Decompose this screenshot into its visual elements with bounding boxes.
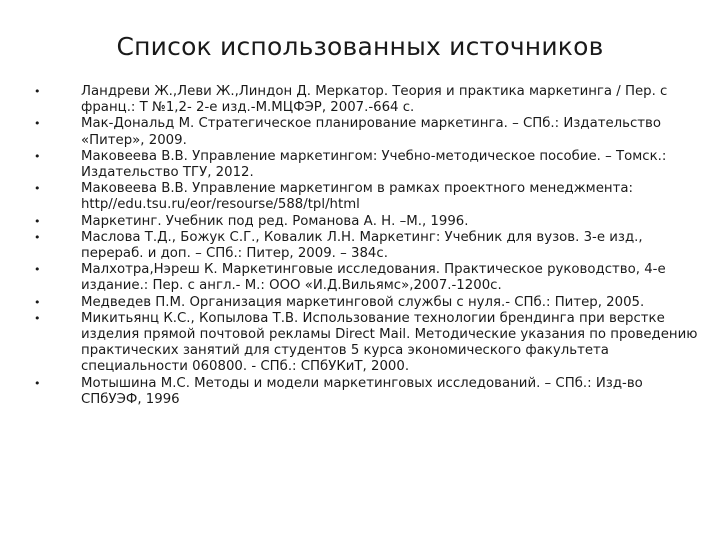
bullet-icon: • bbox=[34, 263, 41, 277]
reference-item bbox=[0, 181, 720, 213]
reference-list bbox=[0, 84, 720, 408]
bullet-icon: • bbox=[34, 117, 41, 131]
reference-item bbox=[0, 376, 720, 408]
slide-title: Список использованных источников bbox=[116, 32, 604, 61]
bullet-icon: • bbox=[34, 214, 41, 228]
reference-text: Маковеева В.В. Управление маркетингом в рамках проектного менеджмента: http//edu.tsu.ru/eor/resourse/588/tpl/html bbox=[81, 181, 633, 213]
reference-item bbox=[0, 116, 720, 148]
reference-text: Маслова Т.Д., Божук С.Г., Ковалик Л.Н. Маркетинг: Учебник для вузов. 3-е изд., перераб. и доп. – СПб.: Питер, 2009. – 384с. bbox=[81, 229, 643, 262]
reference-text: Микитьянц К.С., Копылова Т.В. Использование технологии брендинга при верстке изделия прямой почтовой рекламы Direct Mail. Методические указания по проведению практических занятий для студентов 5 курса экономического факультета специальности 060800. - СПб.: СПбУКиТ, 2000. bbox=[81, 310, 698, 375]
reference-item bbox=[0, 214, 720, 230]
reference-item bbox=[0, 311, 720, 376]
reference-text: Ландреви Ж.,Леви Ж.,Линдон Д. Меркатор. Теория и практика маркетинга / Пер. с франц.: Т №1,2- 2-е изд.-М.МЦФЭР, 2007.-664 с. bbox=[81, 84, 668, 116]
bullet-icon: • bbox=[34, 85, 41, 98]
reference-text: Маркетинг. Учебник под ред. Романова А. Н. –М., 1996. bbox=[81, 213, 469, 229]
bullet-icon: • bbox=[34, 376, 41, 390]
reference-text: Малхотра,Нэреш К. Маркетинговые исследования. Практическое руководство, 4-е издание.: Пер. с англ.- М.: ООО «И.Д.Вильямс»,2007.-1200с. bbox=[81, 262, 666, 294]
reference-text: Маковеева В.В. Управление маркетингом: Учебно-методическое пособие. – Томск.: Издательство ТГУ, 2012. bbox=[81, 148, 667, 181]
bullet-icon: • bbox=[34, 295, 41, 309]
reference-item bbox=[0, 230, 720, 262]
bullet-icon: • bbox=[34, 149, 41, 163]
reference-item bbox=[0, 295, 720, 311]
bullet-icon: • bbox=[34, 311, 41, 325]
bullet-icon: • bbox=[34, 182, 41, 196]
reference-text: Мотышина М.С. Методы и модели маркетинговых исследований. – СПб.: Изд-во СПбУЭФ, 1996 bbox=[81, 375, 643, 407]
reference-item bbox=[0, 149, 720, 181]
reference-text: Мак-Дональд М. Стратегическое планирование маркетинга. – СПб.: Издательство «Питер», 2009. bbox=[81, 116, 662, 148]
bullet-icon: • bbox=[34, 230, 41, 244]
reference-text: Медведев П.М. Организация маркетинговой службы с нуля.- СПб.: Питер, 2005. bbox=[81, 294, 645, 310]
reference-item bbox=[0, 262, 720, 294]
reference-item bbox=[0, 84, 720, 116]
